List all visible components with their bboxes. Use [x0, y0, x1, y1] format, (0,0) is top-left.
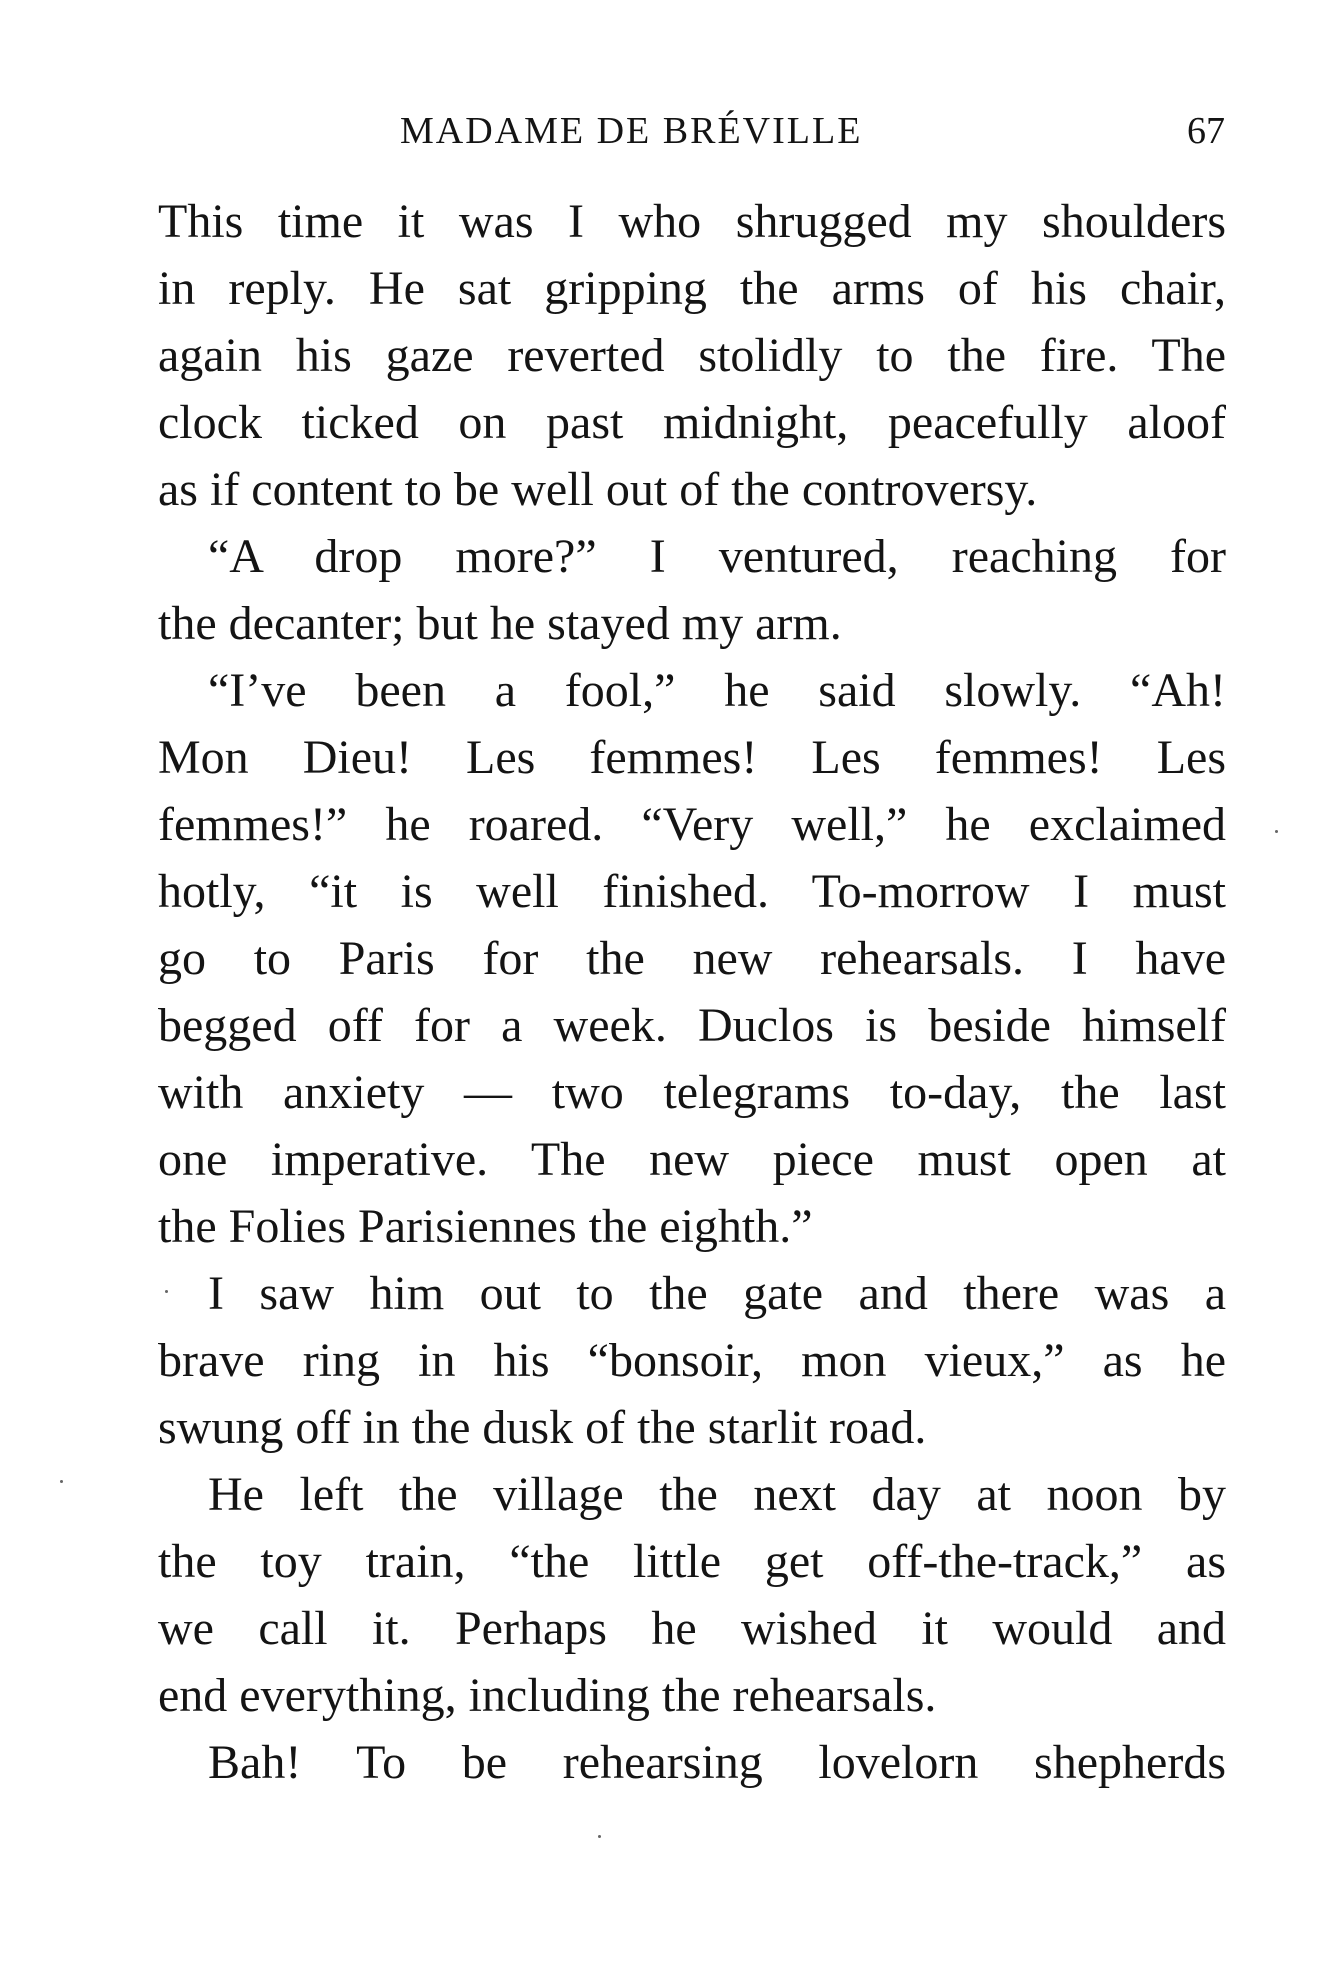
- text-line: “I’ve been a fool,” he said slowly. “Ah!: [208, 664, 1226, 717]
- text-line: brave ring in his “bonsoir, mon vieux,” as he: [158, 1334, 1226, 1387]
- text-line: again his gaze reverted stolidly to the fire. The: [158, 329, 1226, 382]
- text-line: with anxiety — two telegrams to-day, the last: [158, 1066, 1226, 1119]
- text-line: I saw him out to the gate and there was a: [208, 1267, 1226, 1320]
- text-line: the decanter; but he stayed my arm.: [158, 597, 842, 650]
- running-title: MADAME DE BRÉVILLE: [400, 110, 863, 152]
- paper-speck: [598, 1835, 601, 1838]
- text-line: swung off in the dusk of the starlit road.: [158, 1401, 927, 1454]
- text-line: “A drop more?” I ventured, reaching for: [208, 530, 1226, 583]
- paper-speck: [1275, 830, 1278, 833]
- text-line: hotly, “it is well finished. To-morrow I must: [158, 865, 1226, 918]
- paper-speck: [165, 1290, 168, 1293]
- text-line: begged off for a week. Duclos is beside himself: [158, 999, 1226, 1052]
- page-number: 67: [1187, 110, 1225, 152]
- text-line: the Folies Parisiennes the eighth.”: [158, 1200, 813, 1253]
- text-line: as if content to be well out of the controversy.: [158, 463, 1038, 516]
- text-line: one imperative. The new piece must open at: [158, 1133, 1226, 1186]
- body-text: [158, 188, 1226, 1796]
- text-line: end everything, including the rehearsals.: [158, 1669, 937, 1722]
- text-line: we call it. Perhaps he wished it would and: [158, 1602, 1226, 1655]
- paper-speck: [60, 1480, 63, 1483]
- text-line: He left the village the next day at noon by: [208, 1468, 1226, 1521]
- text-line: the toy train, “the little get off-the-track,” as: [158, 1535, 1226, 1588]
- text-line: This time it was I who shrugged my shoulders: [158, 195, 1226, 248]
- text-line: go to Paris for the new rehearsals. I have: [158, 932, 1226, 985]
- text-line: femmes!” he roared. “Very well,” he exclaimed: [158, 798, 1226, 851]
- text-line: in reply. He sat gripping the arms of his chair,: [158, 262, 1226, 315]
- text-line: clock ticked on past midnight, peacefully aloof: [158, 396, 1226, 449]
- text-line: Bah! To be rehearsing lovelorn shepherds: [208, 1736, 1226, 1789]
- text-line: Mon Dieu! Les femmes! Les femmes! Les: [158, 731, 1226, 784]
